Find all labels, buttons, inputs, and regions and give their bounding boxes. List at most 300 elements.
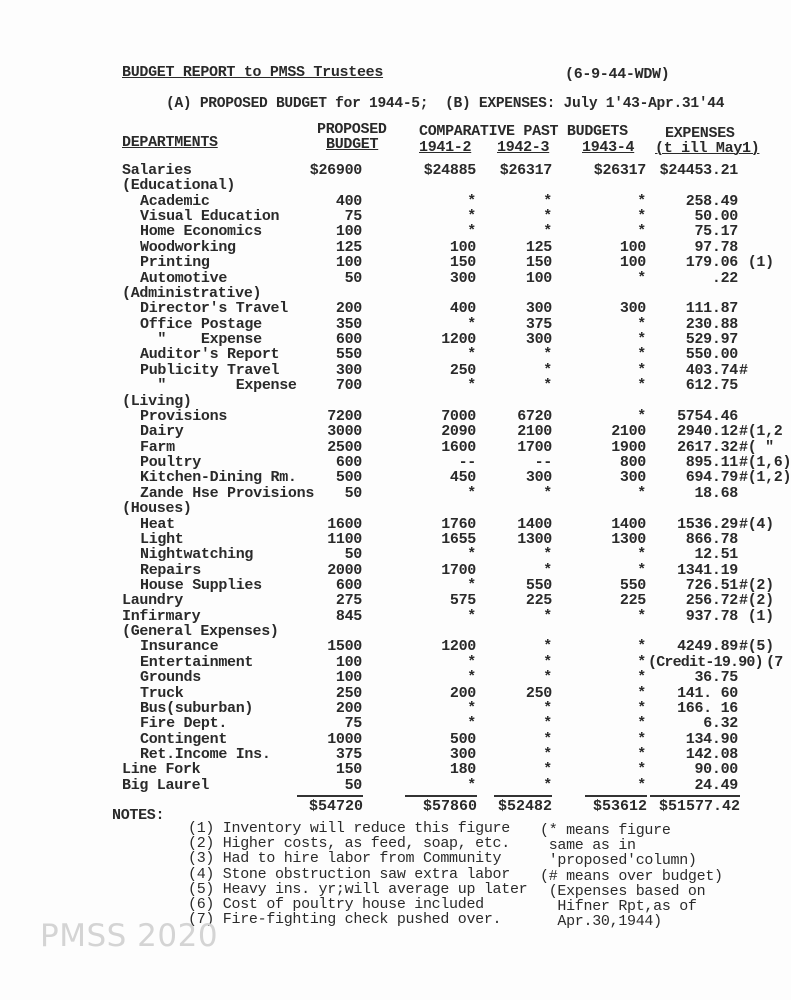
table-row: [0, 778, 775, 793]
legend-line: Apr.30,1944): [540, 913, 662, 931]
table-row: [0, 593, 775, 608]
budget-1941-cell: 1655: [441, 530, 476, 548]
budget-1943-cell: *: [637, 377, 646, 395]
expenses-cell: 90.00: [694, 761, 738, 779]
note-item: (5) Heavy ins. yr;will average up later: [188, 880, 528, 898]
note-item: (1) Inventory will reduce this figure: [188, 820, 510, 837]
proposed-cell: 400: [335, 192, 362, 210]
budget-1941-cell: 100: [449, 238, 476, 256]
dept-label: Printing: [140, 254, 210, 272]
expenses-note: (1): [739, 254, 774, 272]
dept-label: Home Economics: [140, 223, 262, 241]
note-item: (2) Higher costs, as feed, soap, etc.: [188, 835, 510, 853]
dept-label: " Expense: [140, 377, 297, 395]
budget-1941-cell: *: [467, 208, 476, 226]
budget-1943-cell: 1400: [611, 515, 646, 533]
dept-label: Visual Education: [140, 208, 280, 226]
table-row: [0, 240, 775, 255]
budget-1942-cell: *: [543, 653, 552, 671]
dept-label: Entertainment: [140, 653, 254, 671]
budget-1942-cell: 1400: [517, 515, 552, 533]
dept-label: Auditor's Report: [140, 346, 280, 364]
budget-1942-cell: *: [543, 776, 552, 794]
expenses-cell: 97.78: [694, 238, 738, 256]
proposed-cell: $26900: [309, 162, 362, 179]
proposed-cell: 100: [335, 653, 362, 671]
table-row: [0, 347, 775, 362]
budget-1943-cell: *: [637, 315, 646, 333]
proposed-cell: 200: [335, 699, 362, 717]
header-1942: 1942-3: [497, 139, 550, 156]
budget-1941-cell: 2090: [441, 423, 476, 441]
budget-1941-cell: 300: [449, 269, 476, 287]
budget-1943-cell: 100: [619, 238, 646, 256]
expenses-note: #(1,2: [739, 423, 783, 441]
budget-1942-cell: *: [543, 346, 552, 364]
budget-1941-cell: *: [467, 346, 476, 364]
budget-1941-cell: *: [467, 192, 476, 210]
note-item: (6) Cost of poultry house included: [188, 896, 484, 913]
table-row: [0, 732, 775, 747]
budget-1942-cell: 375: [525, 315, 552, 333]
proposed-cell: 1000: [327, 730, 362, 748]
document-subtitle: (A) PROPOSED BUDGET for 1944-5; (B) EXPENSES: July 1'43-Apr.31'44: [166, 96, 725, 112]
expenses-cell: 141. 60: [677, 684, 738, 702]
proposed-cell: 300: [335, 361, 362, 379]
budget-1943-cell: *: [637, 546, 646, 564]
total-proposed: $54720: [297, 795, 363, 814]
budget-1943-cell: *: [637, 715, 646, 733]
budget-1942-cell: 150: [525, 254, 552, 272]
legend-line: (# means over budget): [540, 867, 723, 885]
budget-1942-cell: 225: [525, 592, 552, 610]
proposed-cell: 375: [335, 746, 362, 764]
dept-label: (Educational): [122, 177, 236, 195]
budget-1943-cell: *: [637, 361, 646, 379]
budget-1941-cell: 1760: [441, 515, 476, 533]
budget-1942-cell: *: [543, 761, 552, 779]
budget-1943-cell: *: [637, 331, 646, 349]
proposed-cell: 150: [335, 761, 362, 779]
budget-1942-cell: 300: [525, 331, 552, 349]
table-row: [0, 209, 775, 224]
table-row: [0, 639, 775, 654]
expenses-cell: 1341.19: [677, 561, 738, 579]
table-row: [0, 486, 775, 501]
expenses-cell: 111.87: [685, 300, 738, 318]
budget-1943-cell: *: [637, 746, 646, 764]
dept-label: Ret.Income Ins.: [140, 746, 271, 764]
header-budget: BUDGET: [326, 136, 379, 153]
expenses-cell: (Credit-19.90): [648, 653, 763, 671]
dept-label: Infirmary: [122, 607, 201, 625]
dept-label: Academic: [140, 192, 210, 210]
budget-1942-cell: --: [534, 454, 552, 472]
budget-1941-cell: *: [467, 653, 476, 671]
expenses-cell: $24453.21: [659, 162, 738, 179]
budget-1942-cell: *: [543, 484, 552, 502]
document-reference: (6-9-44-WDW): [565, 66, 670, 83]
table-row: [0, 440, 775, 455]
budget-1942-cell: 6720: [517, 407, 552, 425]
table-row: [0, 301, 775, 316]
table-row: [0, 469, 791, 487]
budget-1942-cell: 1700: [517, 438, 552, 456]
dept-label: Salaries: [122, 162, 192, 179]
header-1941: 1941-2: [419, 139, 472, 156]
proposed-cell: 3000: [327, 423, 362, 441]
dept-label: (Administrative): [122, 284, 262, 302]
budget-1941-cell: *: [467, 223, 476, 241]
dept-label: Heat: [140, 515, 175, 533]
table-row: [0, 454, 791, 472]
budget-1941-cell: --: [458, 454, 476, 472]
proposed-cell: 1100: [327, 530, 362, 548]
budget-1941-cell: *: [467, 607, 476, 625]
budget-1943-cell: *: [637, 638, 646, 656]
proposed-cell: 2500: [327, 438, 362, 456]
header-proposed: PROPOSED: [317, 121, 387, 138]
budget-1942-cell: 550: [525, 576, 552, 594]
dept-label: Laundry: [122, 592, 183, 610]
budget-1941-cell: *: [467, 315, 476, 333]
table-row: [0, 423, 783, 441]
proposed-cell: 1500: [327, 638, 362, 656]
proposed-cell: 50: [344, 484, 362, 502]
expenses-cell: 6.32: [703, 715, 738, 733]
proposed-cell: 100: [335, 669, 362, 687]
budget-1941-cell: *: [467, 715, 476, 733]
expenses-cell: 258.49: [685, 192, 738, 210]
expenses-cell: 12.51: [694, 546, 738, 564]
legend-line: Hifner Rpt,as of: [540, 898, 697, 915]
expenses-note: (1): [739, 607, 774, 625]
budget-1942-cell: *: [543, 715, 552, 733]
table-row: [0, 547, 775, 562]
table-row: [0, 178, 775, 193]
budget-1941-cell: 1700: [441, 561, 476, 579]
dept-label: Kitchen-Dining Rm.: [140, 469, 297, 487]
dept-label: Publicity Travel: [140, 361, 280, 379]
budget-1941-cell: 1600: [441, 438, 476, 456]
budget-1941-cell: 575: [449, 592, 476, 610]
expenses-cell: 36.75: [694, 669, 738, 687]
header-1943: 1943-4: [582, 139, 635, 156]
budget-1943-cell: *: [637, 484, 646, 502]
note-item: (7) Fire-fighting check pushed over.: [188, 911, 502, 929]
note-item: (4) Stone obstruction saw extra labor: [188, 865, 510, 883]
budget-1942-cell: *: [543, 223, 552, 241]
expenses-note: #(2): [739, 576, 774, 594]
table-row: [0, 762, 775, 777]
budget-1942-cell: *: [543, 746, 552, 764]
table-row: [0, 378, 775, 393]
dept-label: Director's Travel: [140, 300, 288, 318]
budget-1942-cell: 300: [525, 469, 552, 487]
proposed-cell: 100: [335, 223, 362, 241]
dept-label: (General Expenses): [122, 623, 279, 641]
proposed-cell: 75: [344, 715, 362, 733]
expenses-cell: 142.08: [685, 746, 738, 764]
dept-label: Truck: [140, 684, 184, 702]
budget-1943-cell: *: [637, 761, 646, 779]
budget-1943-cell: *: [637, 699, 646, 717]
budget-1942-cell: *: [543, 699, 552, 717]
expenses-note: #(2): [739, 592, 774, 610]
budget-1943-cell: *: [637, 669, 646, 687]
dept-label: Line Fork: [122, 761, 201, 779]
budget-1943-cell: *: [637, 407, 646, 425]
budget-1943-cell: *: [637, 684, 646, 702]
proposed-cell: 350: [335, 315, 362, 333]
table-row: [0, 532, 775, 547]
budget-1941-cell: 200: [449, 684, 476, 702]
expenses-cell: 694.79: [685, 469, 738, 487]
budget-1942-cell: 2100: [517, 423, 552, 441]
proposed-cell: 700: [335, 377, 362, 395]
dept-label: Woodworking: [140, 238, 236, 256]
budget-1942-cell: 125: [525, 238, 552, 256]
budget-1941-cell: 400: [449, 300, 476, 318]
table-row: [0, 624, 775, 639]
budget-1941-cell: 150: [449, 254, 476, 272]
expenses-cell: 179.06: [685, 254, 738, 272]
budget-1943-cell: 550: [619, 576, 646, 594]
expenses-cell: 895.11: [685, 454, 738, 472]
legend-line: 'proposed'column): [540, 852, 697, 870]
budget-1942-cell: *: [543, 669, 552, 687]
budget-1943-cell: *: [637, 561, 646, 579]
expenses-cell: 5754.46: [677, 407, 738, 425]
budget-1941-cell: 450: [449, 469, 476, 487]
budget-1943-cell: 1900: [611, 438, 646, 456]
table-row: [0, 255, 775, 270]
budget-1943-cell: 300: [619, 469, 646, 487]
dept-label: Repairs: [140, 561, 201, 579]
dept-label: Farm: [140, 438, 175, 456]
legend-line: (Expenses based on: [540, 882, 706, 900]
budget-1943-cell: *: [637, 192, 646, 210]
expenses-note: (7: [766, 653, 783, 671]
proposed-cell: 275: [335, 592, 362, 610]
budget-1942-cell: *: [543, 561, 552, 579]
budget-1943-cell: 100: [619, 254, 646, 272]
expenses-cell: 612.75: [685, 377, 738, 395]
proposed-cell: 50: [344, 546, 362, 564]
budget-1943-cell: *: [637, 776, 646, 794]
dept-label: Poultry: [140, 454, 201, 472]
budget-1942-cell: 1300: [517, 530, 552, 548]
table-row: [0, 286, 775, 301]
expenses-cell: 550.00: [685, 346, 738, 364]
budget-1942-cell: *: [543, 192, 552, 210]
dept-label: Big Laurel: [122, 776, 210, 794]
budget-1941-cell: *: [467, 576, 476, 594]
total-expenses: $51577.42: [650, 795, 740, 814]
expenses-cell: 75.17: [694, 223, 738, 241]
budget-1942-cell: $26317: [499, 162, 552, 179]
table-row: [0, 563, 775, 578]
budget-1943-cell: *: [637, 208, 646, 226]
dept-label: " Expense: [140, 331, 262, 349]
proposed-cell: 600: [335, 454, 362, 472]
dept-label: Provisions: [140, 407, 228, 425]
budget-1942-cell: *: [543, 361, 552, 379]
budget-1941-cell: 300: [449, 746, 476, 764]
proposed-cell: 75: [344, 208, 362, 226]
budget-1941-cell: $24885: [423, 162, 476, 179]
proposed-cell: 600: [335, 576, 362, 594]
budget-1941-cell: *: [467, 776, 476, 794]
budget-1943-cell: 2100: [611, 423, 646, 441]
expenses-note: #(4): [739, 515, 774, 533]
budget-1943-cell: 225: [619, 592, 646, 610]
budget-1941-cell: *: [467, 669, 476, 687]
budget-1942-cell: 250: [525, 684, 552, 702]
table-row: [0, 670, 775, 685]
total-1943: $53612: [585, 795, 647, 814]
expenses-cell: 50.00: [694, 208, 738, 226]
budget-1943-cell: *: [637, 653, 646, 671]
budget-1942-cell: *: [543, 546, 552, 564]
expenses-cell: 1536.29: [677, 515, 738, 533]
expenses-cell: 2617.32: [677, 438, 738, 456]
table-row: [0, 224, 775, 239]
dept-label: Nightwatching: [140, 546, 254, 564]
dept-label: Fire Dept.: [140, 715, 228, 733]
budget-1942-cell: *: [543, 638, 552, 656]
table-row: [0, 517, 775, 532]
proposed-cell: 50: [344, 776, 362, 794]
proposed-cell: 500: [335, 469, 362, 487]
total-1941: $57860: [405, 795, 477, 814]
expenses-cell: 230.88: [685, 315, 738, 333]
expenses-note: #( ": [739, 438, 774, 456]
budget-1941-cell: 1200: [441, 638, 476, 656]
expenses-cell: 403.74: [685, 361, 738, 379]
dept-label: (Houses): [122, 500, 192, 518]
table-row: [0, 332, 775, 347]
expenses-cell: 866.78: [685, 530, 738, 548]
dept-label: Zande Hse Provisions: [140, 484, 315, 502]
total-1942: $52482: [494, 795, 552, 814]
expenses-cell: 24.49: [694, 776, 738, 794]
budget-1943-cell: 1300: [611, 530, 646, 548]
expenses-cell: 529.97: [685, 331, 738, 349]
notes-label: NOTES:: [112, 807, 165, 824]
table-row: [0, 163, 775, 178]
dept-label: Automotive: [140, 269, 228, 287]
dept-label: Contingent: [140, 730, 228, 748]
proposed-cell: 250: [335, 684, 362, 702]
expenses-cell: 2940.12: [677, 423, 738, 441]
table-row: [0, 701, 775, 716]
dept-label: Bus(suburban): [140, 699, 254, 717]
dept-label: Office Postage: [140, 315, 262, 333]
budget-1941-cell: 7000: [441, 407, 476, 425]
table-row: [0, 194, 775, 209]
proposed-cell: 845: [335, 607, 362, 625]
budget-1942-cell: *: [543, 730, 552, 748]
legend-line: same as in: [540, 837, 636, 855]
document-title: BUDGET REPORT to PMSS Trustees: [122, 64, 384, 81]
budget-1941-cell: *: [467, 699, 476, 717]
dept-label: Grounds: [140, 669, 201, 687]
dept-label: House Supplies: [140, 576, 262, 594]
budget-1941-cell: 250: [449, 361, 476, 379]
expenses-note: #(1,2): [739, 469, 791, 487]
watermark: PMSS 2020: [40, 918, 219, 954]
dept-label: Dairy: [140, 423, 184, 441]
table-row: [0, 653, 783, 671]
proposed-cell: 200: [335, 300, 362, 318]
budget-1943-cell: *: [637, 346, 646, 364]
table-row: [0, 317, 775, 332]
note-item: (3) Had to hire labor from Community: [188, 850, 502, 868]
budget-1943-cell: 300: [619, 300, 646, 318]
table-row: [0, 686, 775, 701]
budget-1942-cell: 300: [525, 300, 552, 318]
proposed-cell: 2000: [327, 561, 362, 579]
header-expenses-period: (t ill May1): [655, 140, 760, 157]
proposed-cell: 600: [335, 331, 362, 349]
budget-1942-cell: *: [543, 208, 552, 226]
table-row: [0, 394, 775, 409]
dept-label: (Living): [122, 392, 192, 410]
proposed-cell: 550: [335, 346, 362, 364]
proposed-cell: 125: [335, 238, 362, 256]
dept-label: Insurance: [140, 638, 219, 656]
table-row: [0, 578, 775, 593]
header-expenses: EXPENSES: [665, 125, 735, 142]
budget-1943-cell: *: [637, 730, 646, 748]
budget-1941-cell: *: [467, 484, 476, 502]
proposed-cell: 100: [335, 254, 362, 272]
budget-1941-cell: *: [467, 546, 476, 564]
budget-1942-cell: *: [543, 377, 552, 395]
expenses-cell: 4249.89: [677, 638, 738, 656]
budget-1943-cell: 800: [619, 454, 646, 472]
budget-1941-cell: *: [467, 377, 476, 395]
proposed-cell: 50: [344, 269, 362, 287]
budget-1941-cell: 1200: [441, 331, 476, 349]
table-row: [0, 716, 775, 731]
table-row: [0, 271, 775, 286]
expenses-cell: 166. 16: [677, 699, 738, 717]
table-row: [0, 409, 775, 424]
expenses-cell: 726.51: [685, 576, 738, 594]
expenses-note: #(1,6): [739, 454, 791, 472]
table-row: [0, 747, 775, 762]
proposed-cell: 1600: [327, 515, 362, 533]
table-row: [0, 609, 775, 624]
expenses-cell: 256.72: [685, 592, 738, 610]
expenses-note: #(5): [739, 638, 774, 656]
legend-line: (* means figure: [540, 822, 671, 839]
expenses-cell: .22: [711, 269, 738, 287]
header-comparative: COMPARATIVE PAST BUDGETS: [419, 123, 628, 140]
budget-1943-cell: *: [637, 269, 646, 287]
expenses-cell: 18.68: [694, 484, 738, 502]
proposed-cell: 7200: [327, 407, 362, 425]
dept-label: Light: [140, 530, 184, 548]
header-departments: DEPARTMENTS: [122, 134, 218, 151]
budget-1941-cell: 500: [449, 730, 476, 748]
table-row: [0, 363, 775, 378]
expenses-note: #: [739, 361, 748, 379]
budget-1943-cell: $26317: [593, 162, 646, 179]
expenses-cell: 937.78: [685, 607, 738, 625]
